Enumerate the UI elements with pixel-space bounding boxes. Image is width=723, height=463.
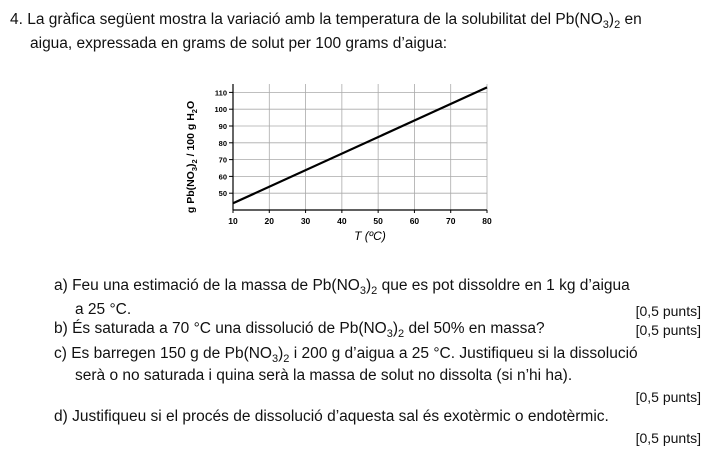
y-tick-label: 80 — [218, 138, 227, 148]
y-tick-label: 70 — [218, 155, 227, 165]
part-b-points: [0,5 punts] — [635, 322, 701, 338]
x-tick-label: 10 — [228, 216, 238, 226]
y-tick-label: 50 — [218, 189, 227, 199]
part-a-points: [0,5 punts] — [635, 303, 701, 319]
question-intro-line1 — [10, 10, 642, 30]
x-tick-label: 70 — [445, 216, 456, 226]
x-tick-label: 20 — [264, 216, 275, 226]
chart-grid — [233, 84, 487, 210]
y-tick-labels — [214, 88, 227, 198]
part-c-points: [0,5 punts] — [635, 389, 701, 405]
part-a-line2: a 25 °C. — [75, 301, 132, 318]
part-d-points: [0,5 punts] — [635, 430, 701, 446]
y-axis-label-part: / 100 g H — [185, 113, 197, 160]
y-axis-label-part: 3 — [190, 166, 199, 172]
y-axis-label-part: ) — [185, 163, 197, 167]
part-c-line1: c) Es barregen 150 g de $Pb(NO_3)_2$ i 200 g d’aigua a 25 °C. Justifiqueu si la dissolució — [54, 345, 638, 365]
x-tick-label: 80 — [482, 216, 492, 226]
chart-axes — [229, 84, 487, 213]
y-axis-label-part: 2 — [190, 109, 199, 114]
y-tick-label: 110 — [214, 88, 227, 98]
solubility-chart — [180, 80, 500, 252]
y-axis-label-part: O — [185, 100, 197, 110]
y-axis-label — [185, 101, 199, 213]
question-number: 4. — [10, 11, 23, 28]
x-tick-labels — [228, 216, 492, 226]
y-axis-label-part: g Pb(NO — [185, 171, 197, 214]
chart-series — [233, 87, 487, 203]
x-tick-label: 60 — [409, 216, 420, 226]
y-tick-label: 90 — [218, 122, 227, 131]
part-d-line1: d) Justifiqueu si el procés de dissolució d’aquesta sal és exotèrmic o endotèrmic. — [54, 408, 609, 425]
y-tick-label: 100 — [214, 105, 227, 115]
y-tick-label: 60 — [218, 172, 227, 182]
part-a-line1: a) Feu una estimació de la massa de $Pb(NO_3)_2$ que es pot dissoldre en 1 kg d’aigua — [54, 277, 630, 297]
x-tick-label: 40 — [337, 216, 347, 226]
x-tick-label: 30 — [300, 216, 311, 226]
x-tick-label: 50 — [373, 216, 383, 226]
y-axis-label-part: 2 — [190, 159, 199, 164]
question-intro-line2: aigua, expressada en grams de solut per 100 grams d’aigua: — [30, 35, 448, 52]
question-intro-text: La gràfica següent mostra la variació amb la temperatura de la solubilitat del $Pb(NO_3)_2$ en — [27, 11, 642, 31]
part-b-line1: b) És saturada a 70 °C una dissolució de $Pb(NO_3)_2$ del 50% en massa? — [54, 320, 545, 340]
part-c-line2: serà o no saturada i quina serà la massa de solut no dissolta (si n’hi ha). — [75, 367, 573, 384]
x-axis-label: T (ºC) — [354, 229, 386, 243]
solubility-line — [233, 87, 487, 203]
